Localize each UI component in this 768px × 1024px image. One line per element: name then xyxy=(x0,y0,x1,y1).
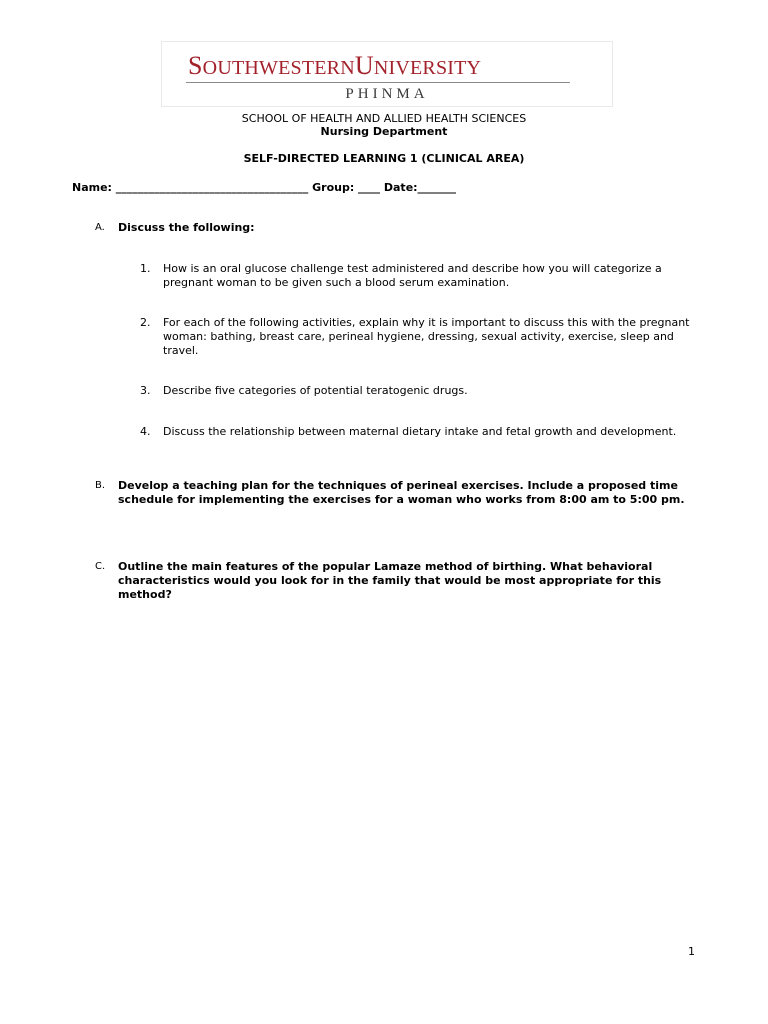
section-text: Outline the main features of the popular Lamaze method of birthing. What behavioral characteristics would you look for in the family that would be most appropriate for this method? xyxy=(118,560,662,601)
section-letter: A. xyxy=(95,222,105,233)
question-text: Describe five categories of potential teratogenic drugs. xyxy=(163,384,468,397)
question-number: 1. xyxy=(140,262,151,275)
logo-divider xyxy=(186,82,570,83)
question-number: 3. xyxy=(140,384,151,397)
school-name: SCHOOL OF HEALTH AND ALLIED HEALTH SCIENCES xyxy=(241,112,527,125)
question-number: 2. xyxy=(140,316,151,329)
question-text: How is an oral glucose challenge test administered and describe how you will categorize a pregnant woman to be given such a blood serum examination. xyxy=(163,262,662,289)
question-text: For each of the following activities, explain why it is important to discuss this with the pregnant woman: bathing, breast care, perineal hygiene, dressing, sexual activity, exercise, sleep and travel. xyxy=(163,316,690,357)
activity-title: SELF-DIRECTED LEARNING 1 (CLINICAL AREA) xyxy=(243,152,525,165)
section-heading: Discuss the following: xyxy=(118,221,255,234)
university-logo xyxy=(161,41,613,107)
section-letter: B. xyxy=(95,480,106,491)
department-name: Nursing Department xyxy=(320,125,448,138)
name-group-date-line: Name: ___________________________________ Group: ____ Date:_______ xyxy=(72,181,457,194)
logo-subtitle: PHINMA xyxy=(345,86,429,102)
section-text: Develop a teaching plan for the techniques of perineal exercises. Include a proposed time schedule for implementing the exercises for a woman who works from 8:00 am to 5:00 pm. xyxy=(118,479,685,506)
section-letter: C. xyxy=(95,561,106,572)
question-number: 4. xyxy=(140,425,151,438)
question-text: Discuss the relationship between maternal dietary intake and fetal growth and development. xyxy=(163,425,677,438)
logo-wordmark: SOUTHWESTERNUNIVERSITY xyxy=(188,51,482,80)
page-number: 1 xyxy=(688,945,695,958)
